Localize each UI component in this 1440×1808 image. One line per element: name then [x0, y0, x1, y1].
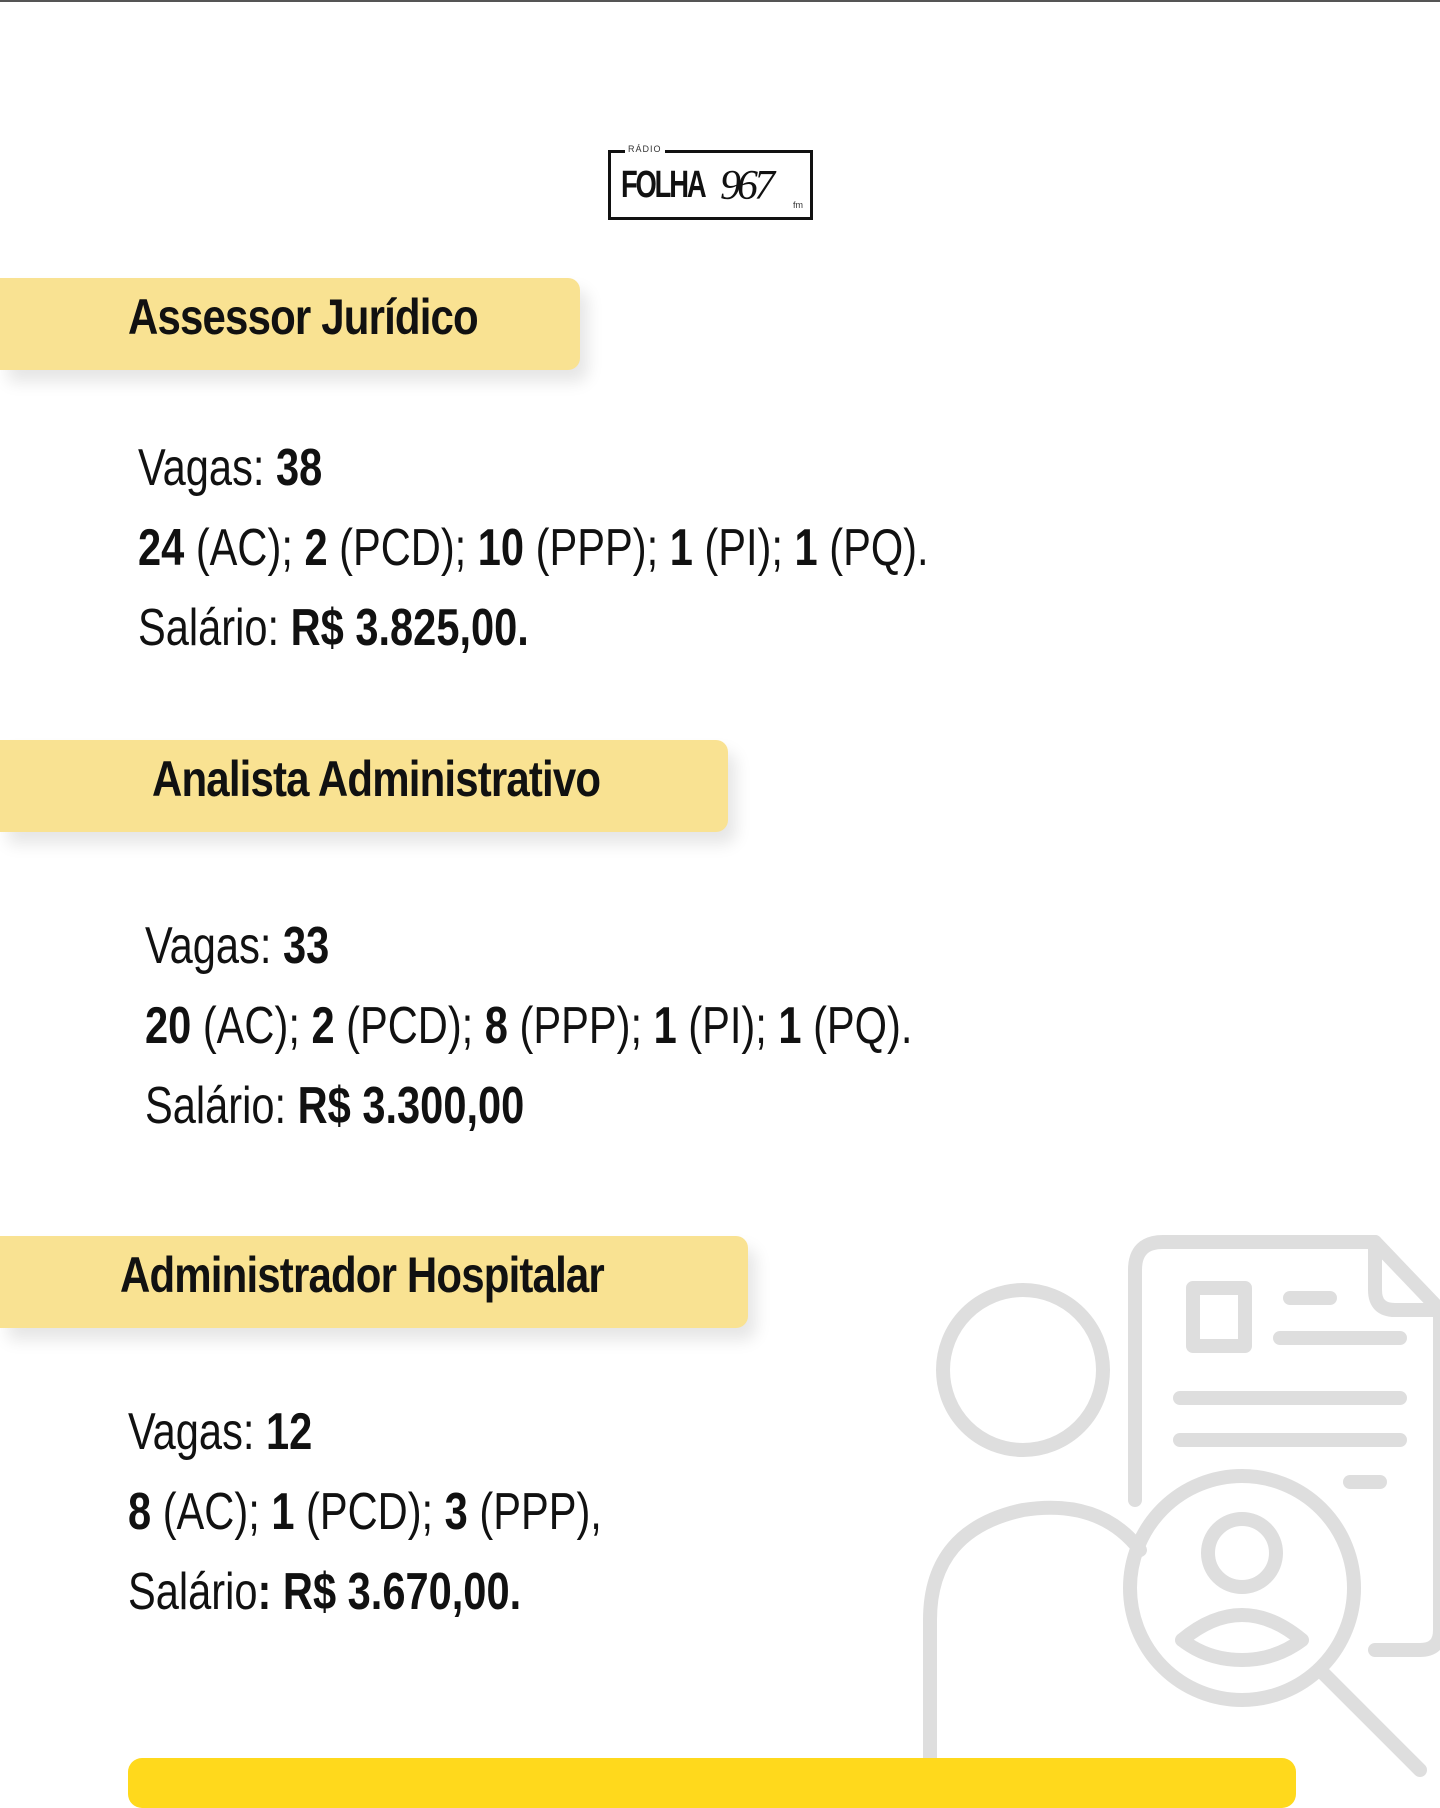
logo-radio-label: RÁDIO [625, 144, 665, 154]
vagas-line: Vagas: 33 [145, 917, 330, 975]
salary-line: Salário: R$ 3.300,00 [145, 1077, 525, 1135]
top-divider [0, 0, 1440, 2]
logo-name: FOLHA [621, 163, 705, 206]
distribution-line: 24 (AC); 2 (PCD); 10 (PPP); 1 (PI); 1 (PQ). [138, 519, 929, 577]
job-title-2: Analista Administrativo [152, 751, 601, 807]
job-title-1: Assessor Jurídico [128, 289, 478, 345]
radio-folha-logo [608, 144, 813, 220]
distribution-line: 20 (AC); 2 (PCD); 8 (PPP); 1 (PI); 1 (PQ). [145, 997, 913, 1055]
distribution-line: 8 (AC); 1 (PCD); 3 (PPP), [128, 1483, 602, 1541]
vagas-line: Vagas: 38 [138, 439, 323, 497]
salary-line: Salário: R$ 3.670,00. [128, 1563, 522, 1621]
document-person-search-icon [860, 1230, 1440, 1800]
job-info-1 [138, 428, 929, 668]
salary-line: Salário: R$ 3.825,00. [138, 599, 529, 657]
job-info-3 [128, 1392, 602, 1632]
job-info-2 [145, 906, 912, 1146]
job-title-3: Administrador Hospitalar [120, 1247, 604, 1303]
vagas-line: Vagas: 12 [128, 1403, 313, 1461]
bottom-highlight-bar [128, 1758, 1296, 1808]
logo-fm-label: fm [793, 200, 803, 210]
logo-frequency: 967 [720, 163, 771, 209]
